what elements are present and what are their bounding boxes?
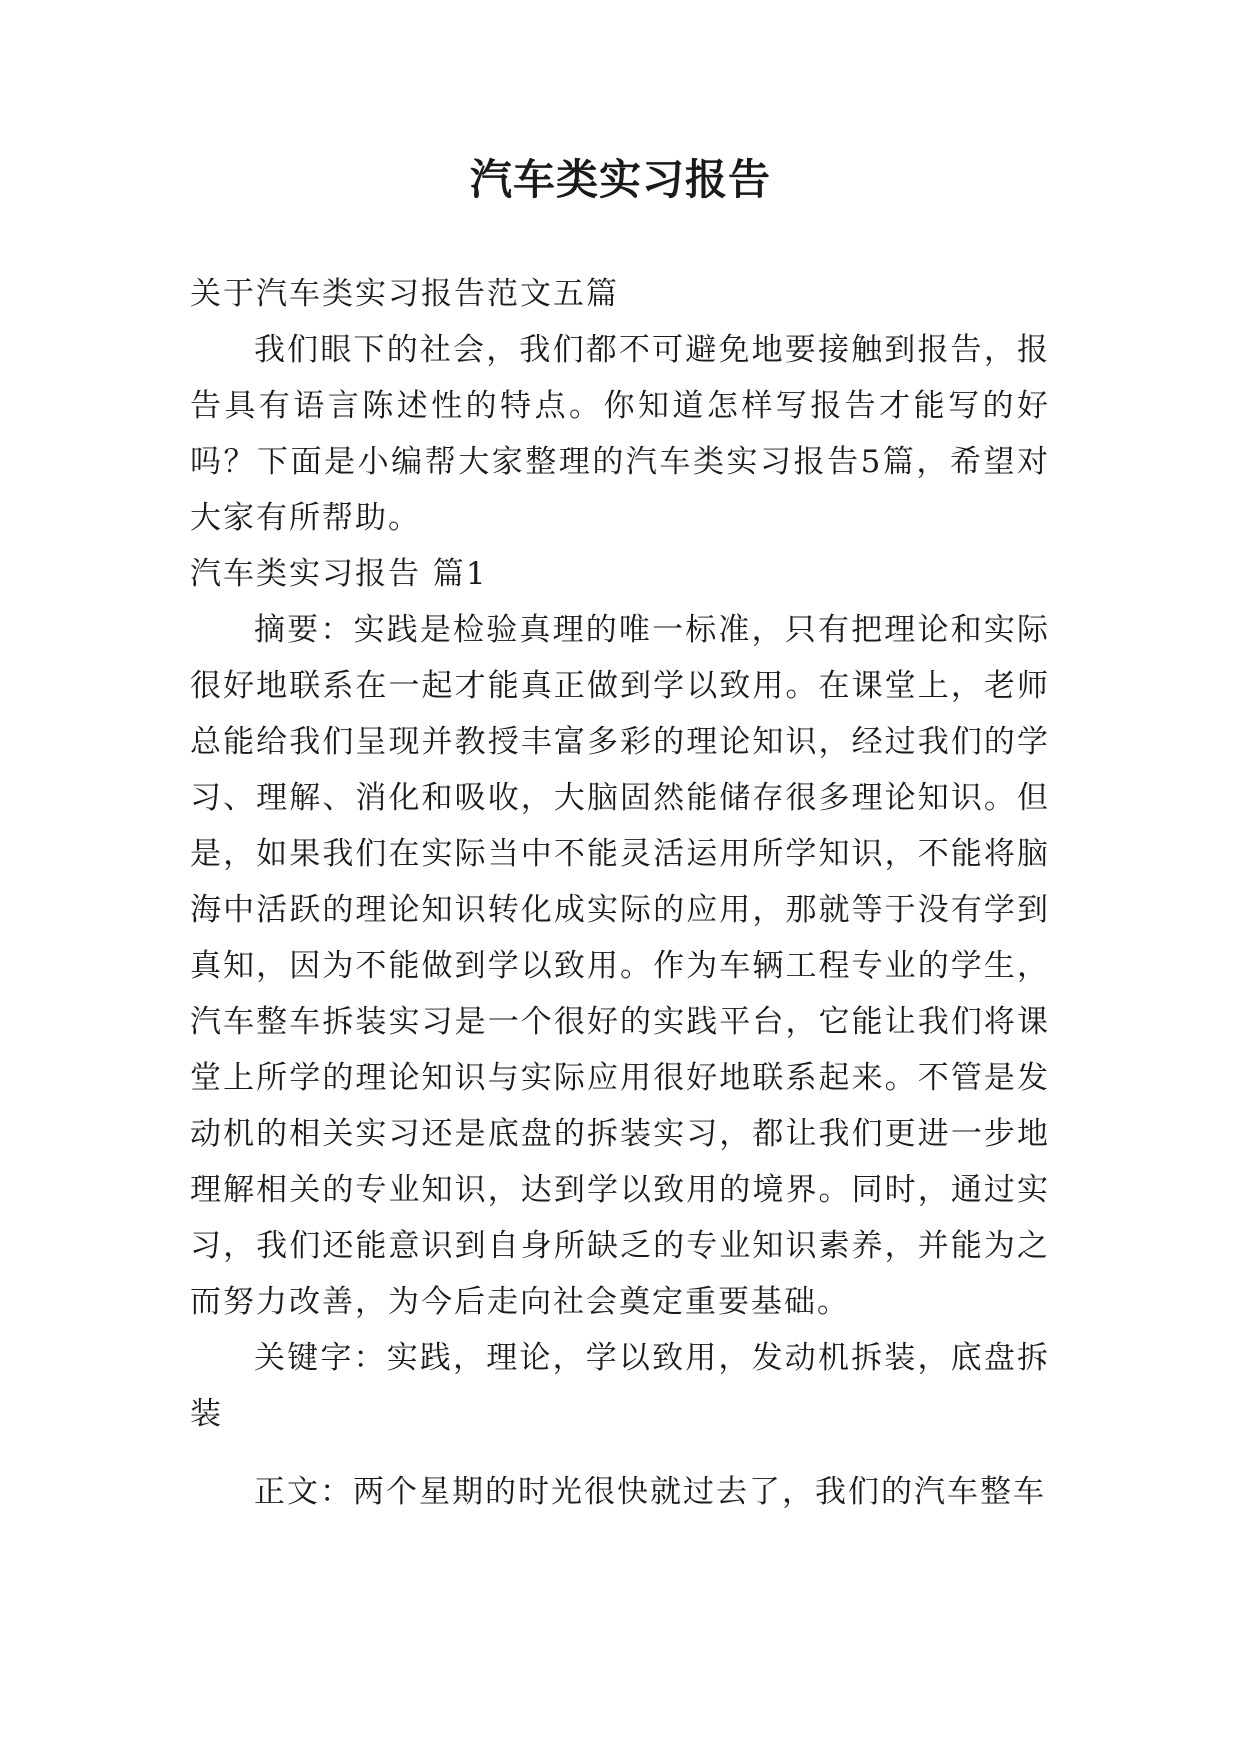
keywords-paragraph: 关键字：实践，理论，学以致用，发动机拆装，底盘拆装 — [190, 1340, 1050, 1432]
document-title: 汽车类实习报告 — [469, 155, 771, 204]
document-body — [190, 266, 1050, 1520]
main-text-paragraph: 正文：两个星期的时光很快就过去了，我们的汽车整车 — [254, 1474, 1046, 1510]
intro-paragraph: 我们眼下的社会，我们都不可避免地要接触到报告，报告具有语言陈述性的特点。你知道怎样写报告才能写的好吗？下面是小编帮大家整理的汽车类实习报告5篇，希望对大家有所帮助。 — [190, 332, 1050, 536]
section-heading: 汽车类实习报告 篇1 — [190, 556, 488, 592]
abstract-paragraph: 摘要：实践是检验真理的唯一标准，只有把理论和实际很好地联系在一起才能真正做到学以致用。在课堂上，老师总能给我们呈现并教授丰富多彩的理论知识，经过我们的学习、理解、消化和吸收，大脑固然能储存很多理论知识。但是，如果我们在实际当中不能灵活运用所学知识，不能将脑海中活跃的理论知识转化成实际的应用，那就等于没有学到真知，因为不能做到学以致用。作为车辆工程专业的学生，汽车整车拆装实习是一个很好的实践平台，它能让我们将课堂上所学的理论知识与实际应用很好地联系起来。不管是发动机的相关实习还是底盘的拆装实习，都让我们更进一步地理解相关的专业知识，达到学以致用的境界。同时，通过实习，我们还能意识到自身所缺乏的专业知识素养，并能为之而努力改善，为今后走向社会奠定重要基础。 — [190, 612, 1050, 1320]
document-subtitle: 关于汽车类实习报告范文五篇 — [190, 276, 619, 312]
